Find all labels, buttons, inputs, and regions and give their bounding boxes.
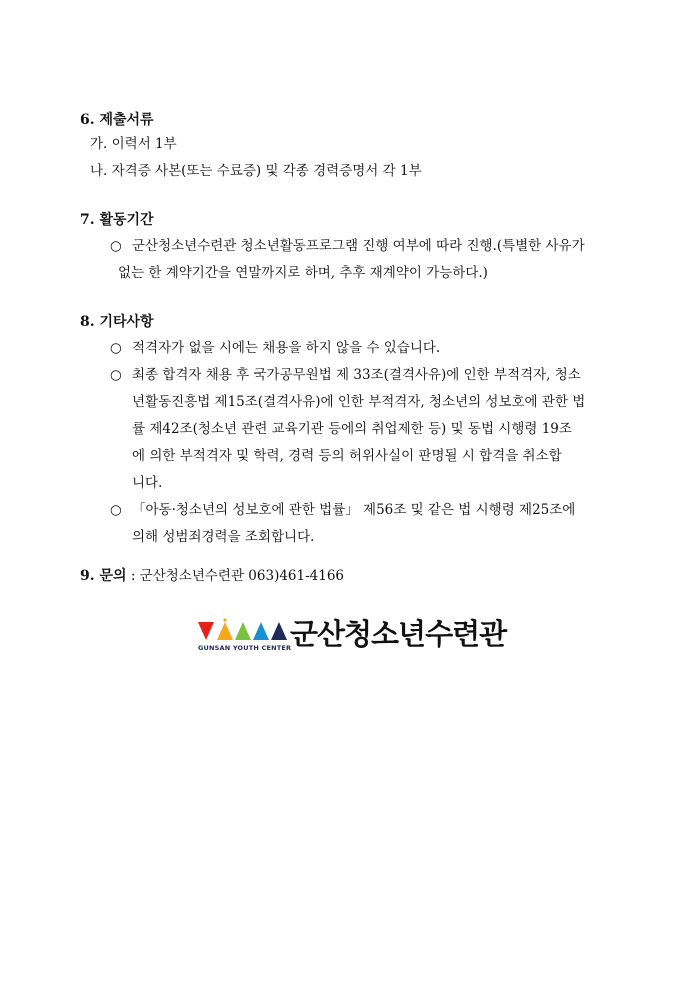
section-8-bullet-1 (80, 335, 640, 362)
bullet-line: 니다. (132, 475, 163, 491)
section-9-title: 9. 문의 (80, 568, 127, 584)
section-submission-documents (80, 110, 640, 185)
bullet-line: 적격자가 없을 시에는 채용을 하지 않을 수 있습니다. (132, 340, 441, 356)
section-8-bullet-3 (80, 497, 640, 551)
bullet-line: 률 제42조(청소년 관련 교육기관 등에의 취업제한 등) 및 동법 시행령 19조 (132, 421, 572, 437)
bullet-circle-icon: ○ (110, 238, 122, 254)
logo-name: 군산청소년수련관 (290, 617, 507, 651)
section-7-title: 7. 활동기간 (80, 212, 154, 228)
section-6-item-2: 나. 자격증 사본(또는 수료증) 및 각종 경력증명서 각 1부 (90, 163, 422, 179)
section-other-matters (80, 312, 640, 551)
inquiry-contact: : 군산청소년수련관 063)461-4166 (126, 568, 345, 584)
bullet-line: 에 의한 부적격자 및 학력, 경력 등의 허위사실이 판명될 시 합격을 취소합 (132, 448, 562, 464)
logo-triangles-icon (198, 618, 288, 642)
bullet-line: 군산청소년수련관 청소년활동프로그램 진행 여부에 따라 진행.(특별한 사유가 (132, 238, 585, 254)
bullet-line: 없는 한 계약기간을 연말까지로 하며, 추후 재계약이 가능하다.) (118, 265, 488, 281)
section-8-bullet-2 (80, 362, 640, 497)
bullet-line: 년활동진흥법 제15조(결격사유)에 인한 부적격자, 청소년의 성보호에 관한 법 (132, 394, 586, 410)
logo-subtitle: GUNSAN YOUTH CENTER (198, 644, 292, 652)
section-inquiry (80, 565, 640, 586)
bullet-circle-icon: ○ (110, 502, 122, 518)
bullet-circle-icon: ○ (110, 340, 122, 356)
bullet-line: 의해 성범죄경력을 조회합니다. (132, 529, 315, 545)
bullet-line: 최종 합격자 채용 후 국가공무원법 제 33조(결격사유)에 인한 부적격자, 청소 (132, 367, 581, 383)
bullet-circle-icon: ○ (110, 367, 122, 383)
section-6-title: 6. 제출서류 (80, 112, 154, 128)
bullet-line: 「아동·청소년의 성보호에 관한 법률」 제56조 및 같은 법 시행령 제25조에 (132, 502, 576, 518)
section-7-bullet-1 (80, 233, 640, 287)
section-8-title: 8. 기타사항 (80, 314, 154, 330)
section-6-item-1: 가. 이력서 1부 (90, 136, 177, 152)
section-activity-period (80, 210, 640, 287)
gunsan-youth-center-logo (198, 614, 508, 654)
